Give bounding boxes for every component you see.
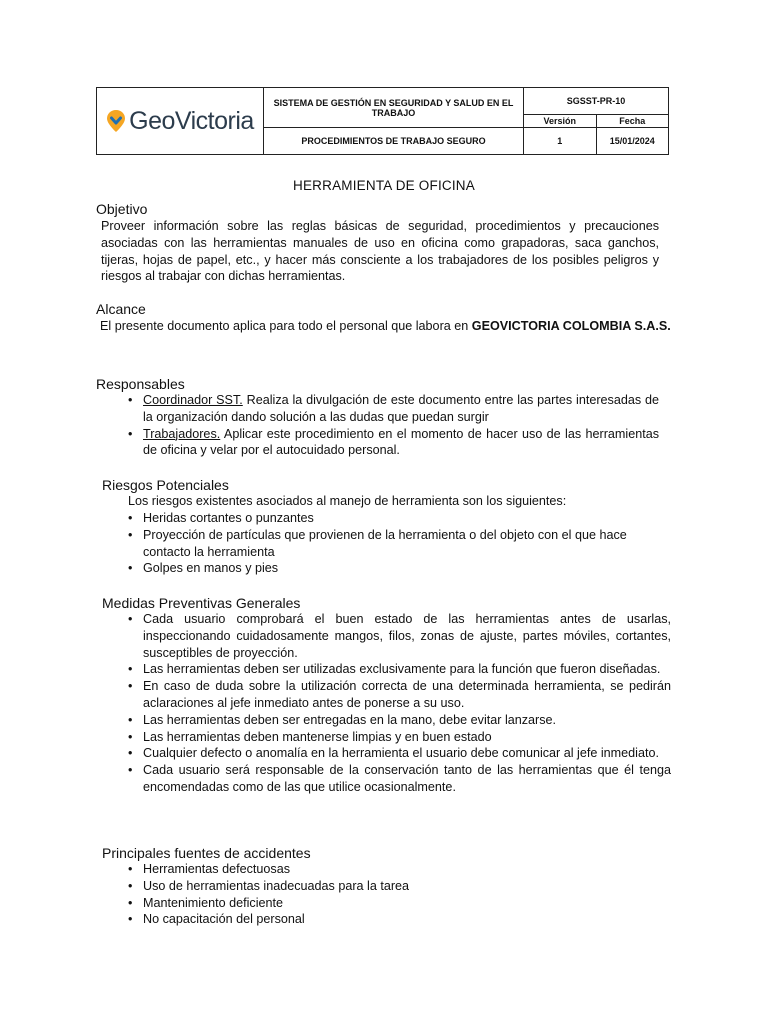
list-item: • Mantenimiento deficiente <box>128 895 659 912</box>
section-heading-alcance: Alcance <box>96 301 146 317</box>
section-heading-objetivo: Objetivo <box>96 201 148 217</box>
section-heading-responsables: Responsables <box>96 376 185 392</box>
section-heading-medidas: Medidas Preventivas Generales <box>102 595 301 611</box>
objetivo-text: Proveer información sobre las reglas básicas de seguridad, procedimientos y precauciones asociadas con las herramientas manuales de uso en oficina como grapadoras, saca ganchos, tijeras, hojas de papel, etc., y hacer más consciente a los trabajadores de los posibles peligros y riesgos al trabajar con dichas herramientas. <box>101 219 659 284</box>
riesgos-list <box>128 510 659 577</box>
medidas-list <box>128 611 671 796</box>
list-item: • Cada usuario será responsable de la conservación tanto de las herramientas que él tenga encomendadas como de las que utilice ocasionalmente. <box>128 762 671 796</box>
logo-cell <box>97 88 264 155</box>
document-header-table <box>96 87 669 155</box>
system-title-cell: SISTEMA DE GESTIÓN EN SEGURIDAD Y SALUD EN EL TRABAJO <box>264 88 524 128</box>
list-item: • Las herramientas deben mantenerse limpias y en buen estado <box>128 729 671 746</box>
date-value-cell: 15/01/2024 <box>596 128 669 155</box>
riesgos-intro: Los riesgos existentes asociados al manejo de herramienta son los siguientes: <box>128 494 567 508</box>
list-item: • No capacitación del personal <box>128 911 659 928</box>
document-code-cell: SGSST-PR-10 <box>524 88 669 115</box>
section-heading-riesgos: Riesgos Potenciales <box>102 477 229 493</box>
list-item <box>128 392 659 426</box>
list-item: • Herramientas defectuosas <box>128 861 659 878</box>
fuentes-list <box>128 861 659 928</box>
alcance-text <box>96 318 672 335</box>
role-description: Realiza la divulgación de este documento entre las partes interesadas de la organización dando solución a las dudas que puedan surgir <box>143 393 659 424</box>
list-item <box>128 426 659 460</box>
version-value-cell: 1 <box>524 128 597 155</box>
company-name: GEOVICTORIA COLOMBIA S.A.S. <box>471 319 671 333</box>
date-label-cell: Fecha <box>596 115 669 128</box>
list-item: • Heridas cortantes o punzantes <box>128 510 659 527</box>
role-name: Coordinador SST. <box>143 393 243 407</box>
list-item: • Las herramientas deben ser entregadas en la mano, debe evitar lanzarse. <box>128 712 671 729</box>
list-item: • Uso de herramientas inadecuadas para la tarea <box>128 878 659 895</box>
document-title: HERRAMIENTA DE OFICINA <box>293 178 475 193</box>
list-item: • Las herramientas deben ser utilizadas exclusivamente para la función que fueron diseñadas. <box>128 661 671 678</box>
responsables-list <box>128 392 659 459</box>
logo-text: GeoVictoria <box>129 107 254 135</box>
alcance-text-body: El presente documento aplica para todo el personal que labora en <box>100 319 472 333</box>
role-name: Trabajadores. <box>143 426 221 441</box>
list-item: • Cualquier defecto o anomalía en la herramienta el usuario debe comunicar al jefe inmediato. <box>128 745 671 762</box>
list-item: • Proyección de partículas que provienen de la herramienta o del objeto con el que hace contacto la herramienta <box>128 527 659 561</box>
section-heading-fuentes: Principales fuentes de accidentes <box>102 845 311 861</box>
company-logo <box>97 109 263 133</box>
version-label-cell: Versión <box>524 115 597 128</box>
role-description: Aplicar este procedimiento en el momento de hacer uso de las herramientas de oficina y velar por el autocuidado personal. <box>143 426 659 458</box>
geovictoria-logo-icon <box>106 109 126 133</box>
procedure-title-cell: PROCEDIMIENTOS DE TRABAJO SEGURO <box>264 128 524 155</box>
list-item: • En caso de duda sobre la utilización correcta de una determinada herramienta, se pedirán aclaraciones al jefe inmediato antes de ponerse a su uso. <box>128 678 671 712</box>
list-item: • Golpes en manos y pies <box>128 560 659 577</box>
list-item: • Cada usuario comprobará el buen estado de las herramientas antes de usarlas, inspeccionando cuidadosamente mangos, filos, zonas de ajuste, partes móviles, cortantes, susceptibles de proyección. <box>128 611 671 661</box>
